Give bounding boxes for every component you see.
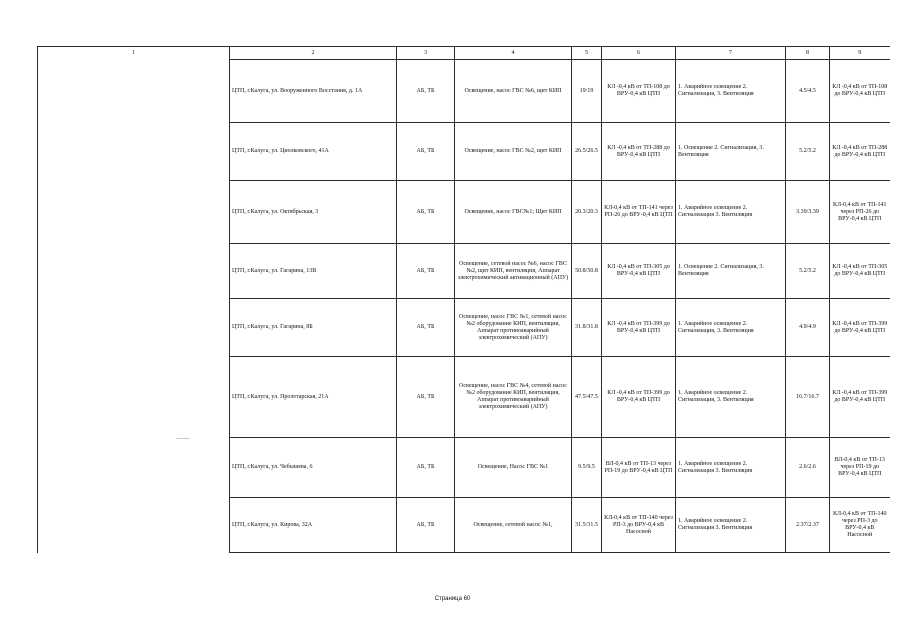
- empty-cell: [38, 498, 230, 553]
- load-cell: 2.37/2.37: [786, 498, 830, 553]
- load-cell: 2.6/2.6: [786, 438, 830, 498]
- address-cell: ЦТП, г.Калуга, ул. Чебышева, 6: [230, 438, 397, 498]
- table-row: [38, 244, 890, 299]
- empty-cell: [38, 438, 230, 498]
- category-cell: АБ, ТБ: [397, 498, 455, 553]
- category-cell: АБ, ТБ: [397, 438, 455, 498]
- header-cell-3: 3: [397, 47, 455, 60]
- category-cell: АБ, ТБ: [397, 123, 455, 181]
- category-cell: АБ, ТБ: [397, 299, 455, 357]
- line-cell: КЛ-0,4 кВ от ТП-141 через РП-26 до ВРУ-0,4 кВ ЦТП: [830, 181, 890, 244]
- power-cell: 31.5/31.5: [572, 498, 602, 553]
- consumers-cell: Освещение, насос ГВС №6, щит КИП: [455, 60, 572, 123]
- power-cell: 47.5/47.5: [572, 357, 602, 438]
- category-cell: АБ, ТБ: [397, 181, 455, 244]
- power-cell: 19/19: [572, 60, 602, 123]
- address-cell: ЦТП, г.Калуга, ул. Вооруженного Восстания, д. 1А: [230, 60, 397, 123]
- consumers-cell: Освещение, насос ГВС №2, щит КИП: [455, 123, 572, 181]
- header-cell-6: 6: [602, 47, 676, 60]
- consumers-cell: Освещение, сетевой насос №6, насос ГВС №2, щит КИП, вентиляция, Аппарат электрохимический активационный (АПУ): [455, 244, 572, 299]
- category-cell: АБ, ТБ: [397, 60, 455, 123]
- empty-cell: [38, 299, 230, 357]
- emergency-cell: 1. Аварийное освещение 2. Сигнализация, 3. Вентиляция: [676, 357, 786, 438]
- header-cell-1: 1: [38, 47, 230, 60]
- table-row: [38, 438, 890, 498]
- empty-cell: [38, 357, 230, 438]
- feed-cell: КЛ -0,4 кВ от ТП-305 до ВРУ-0,4 кВ ЦТП: [602, 244, 676, 299]
- consumers-cell: Освещение, Насос ГВС №1: [455, 438, 572, 498]
- line-cell: КЛ-0,4 кВ от ТП-140 через РП-3 до ВРУ-0,4 кВ Насосной: [830, 498, 890, 553]
- table-row: [38, 181, 890, 244]
- consumers-cell: Освещение, насос ГВС №1, сетевой насос №2 оборудование КИП, вентиляция, Аппарат противоаварийный электрохимический (АПУ): [455, 299, 572, 357]
- emergency-cell: 1. Аварийное освещение 2. Сигнализация, 3. Вентиляция: [676, 60, 786, 123]
- empty-cell: [38, 123, 230, 181]
- emergency-cell: 1. Аварийное освещение 2. Сигнализация, 3. Вентиляция: [676, 299, 786, 357]
- table-row: [38, 357, 890, 438]
- load-cell: 4.5/4.5: [786, 60, 830, 123]
- emergency-cell: 1. Аварийное освещение 2. Сигнализация 3. Вентиляция: [676, 181, 786, 244]
- emergency-cell: 1. Освещение 2. Сигнализация, 3. Вентиляция: [676, 123, 786, 181]
- feed-cell: КЛ -0,4 кВ от ТП-288 до ВРУ-0,4 кВ ЦТП: [602, 123, 676, 181]
- power-cell: 20.3/20.3: [572, 181, 602, 244]
- margin-mark: [176, 438, 190, 439]
- header-cell-2: 2: [230, 47, 397, 60]
- page-number: Страница 60: [434, 596, 471, 602]
- table-body: [38, 47, 890, 553]
- feed-cell: КЛ -0,4 кВ от ТП-399 до ВРУ-0,4 кВ ЦТП: [602, 299, 676, 357]
- address-cell: ЦТП, г.Калуга, ул. Циолковского, 41А: [230, 123, 397, 181]
- line-cell: КЛ -0,4 кВ от ТП-305 до ВРУ-0,4 кВ ЦТП: [830, 244, 890, 299]
- load-cell: 16.7/16.7: [786, 357, 830, 438]
- address-cell: ЦТП, г.Калуга, ул. Гагарина, 8Б: [230, 299, 397, 357]
- feed-cell: ВЛ-0,4 кВ от ТП-13 через РП-19 до ВРУ-0,4 кВ ЦТП: [602, 438, 676, 498]
- header-cell-7: 7: [676, 47, 786, 60]
- consumers-cell: Освещение, насос ГВС№1; Щит КИП: [455, 181, 572, 244]
- load-cell: 3.39/3.39: [786, 181, 830, 244]
- address-cell: ЦТП, г.Калуга, ул. Октябрьская, 3: [230, 181, 397, 244]
- table-row: [38, 123, 890, 181]
- line-cell: ВЛ-0,4 кВ от ТП-13 через РП-19 до ВРУ-0,4 кВ ЦТП: [830, 438, 890, 498]
- line-cell: КЛ -0,4 кВ от ТП-288 до ВРУ-0,4 кВ ЦТП: [830, 123, 890, 181]
- table-row: [38, 60, 890, 123]
- table-row: [38, 299, 890, 357]
- power-cell: 9.5/9.5: [572, 438, 602, 498]
- category-cell: АБ, ТБ: [397, 357, 455, 438]
- document-table: [37, 46, 890, 553]
- line-cell: КЛ -0,4 кВ от ТП-399 до ВРУ-0,4 кВ ЦТП: [830, 299, 890, 357]
- load-cell: 4.9/4.9: [786, 299, 830, 357]
- feed-cell: КЛ -0,4 кВ от ТП-399 до ВРУ-0,4 кВ ЦТП: [602, 357, 676, 438]
- load-cell: 5.2/5.2: [786, 244, 830, 299]
- feed-cell: КЛ-0,4 кВ от ТП-140 через РП-3 до ВРУ-0,4 кВ Насосной: [602, 498, 676, 553]
- empty-cell: [38, 181, 230, 244]
- line-cell: КЛ -0,4 кВ от ТП-399 до ВРУ-0,4 кВ ЦТП: [830, 357, 890, 438]
- emergency-cell: 1. Аварийное освещение 2. Сигнализация 3. Вентиляция: [676, 498, 786, 553]
- address-cell: ЦТП, г.Калуга, ул. Гагарина, 13В: [230, 244, 397, 299]
- feed-cell: КЛ-0,4 кВ от ТП-141 через РП-26 до ВРУ-0,4 кВ ЦТП: [602, 181, 676, 244]
- category-cell: АБ, ТБ: [397, 244, 455, 299]
- address-cell: ЦТП, г.Калуга, ул. Пролетарская, 21А: [230, 357, 397, 438]
- table-row: [38, 498, 890, 553]
- feed-cell: КЛ -0,4 кВ от ТП-108 до ВРУ-0,4 кВ ЦТП: [602, 60, 676, 123]
- consumers-cell: Освещение, насос ГВС №4, сетевой насос №2 оборудование КИП, вентиляция, Аппарат противоаварийный электрохимический (АПУ): [455, 357, 572, 438]
- emergency-cell: 1. Освещение 2. Сигнализация, 3. Вентиляция: [676, 244, 786, 299]
- power-cell: 26.5/26.5: [572, 123, 602, 181]
- header-cell-8: 8: [786, 47, 830, 60]
- header-cell-4: 4: [455, 47, 572, 60]
- header-row: [38, 47, 890, 60]
- header-cell-5: 5: [572, 47, 602, 60]
- power-cell: 50.8/50.8: [572, 244, 602, 299]
- consumers-cell: Освещение, сетевой насос №1,: [455, 498, 572, 553]
- line-cell: КЛ -0,4 кВ от ТП-108 до ВРУ-0,4 кВ ЦТП: [830, 60, 890, 123]
- emergency-cell: 1. Аварийное освещение 2. Сигнализация 3. Вентиляция: [676, 438, 786, 498]
- empty-cell: [38, 244, 230, 299]
- address-cell: ЦТП, г.Калуга, ул. Кирова, 32А: [230, 498, 397, 553]
- empty-cell: [38, 60, 230, 123]
- header-cell-9: 9: [830, 47, 890, 60]
- load-cell: 5.2/5.2: [786, 123, 830, 181]
- power-cell: 31.8/31.8: [572, 299, 602, 357]
